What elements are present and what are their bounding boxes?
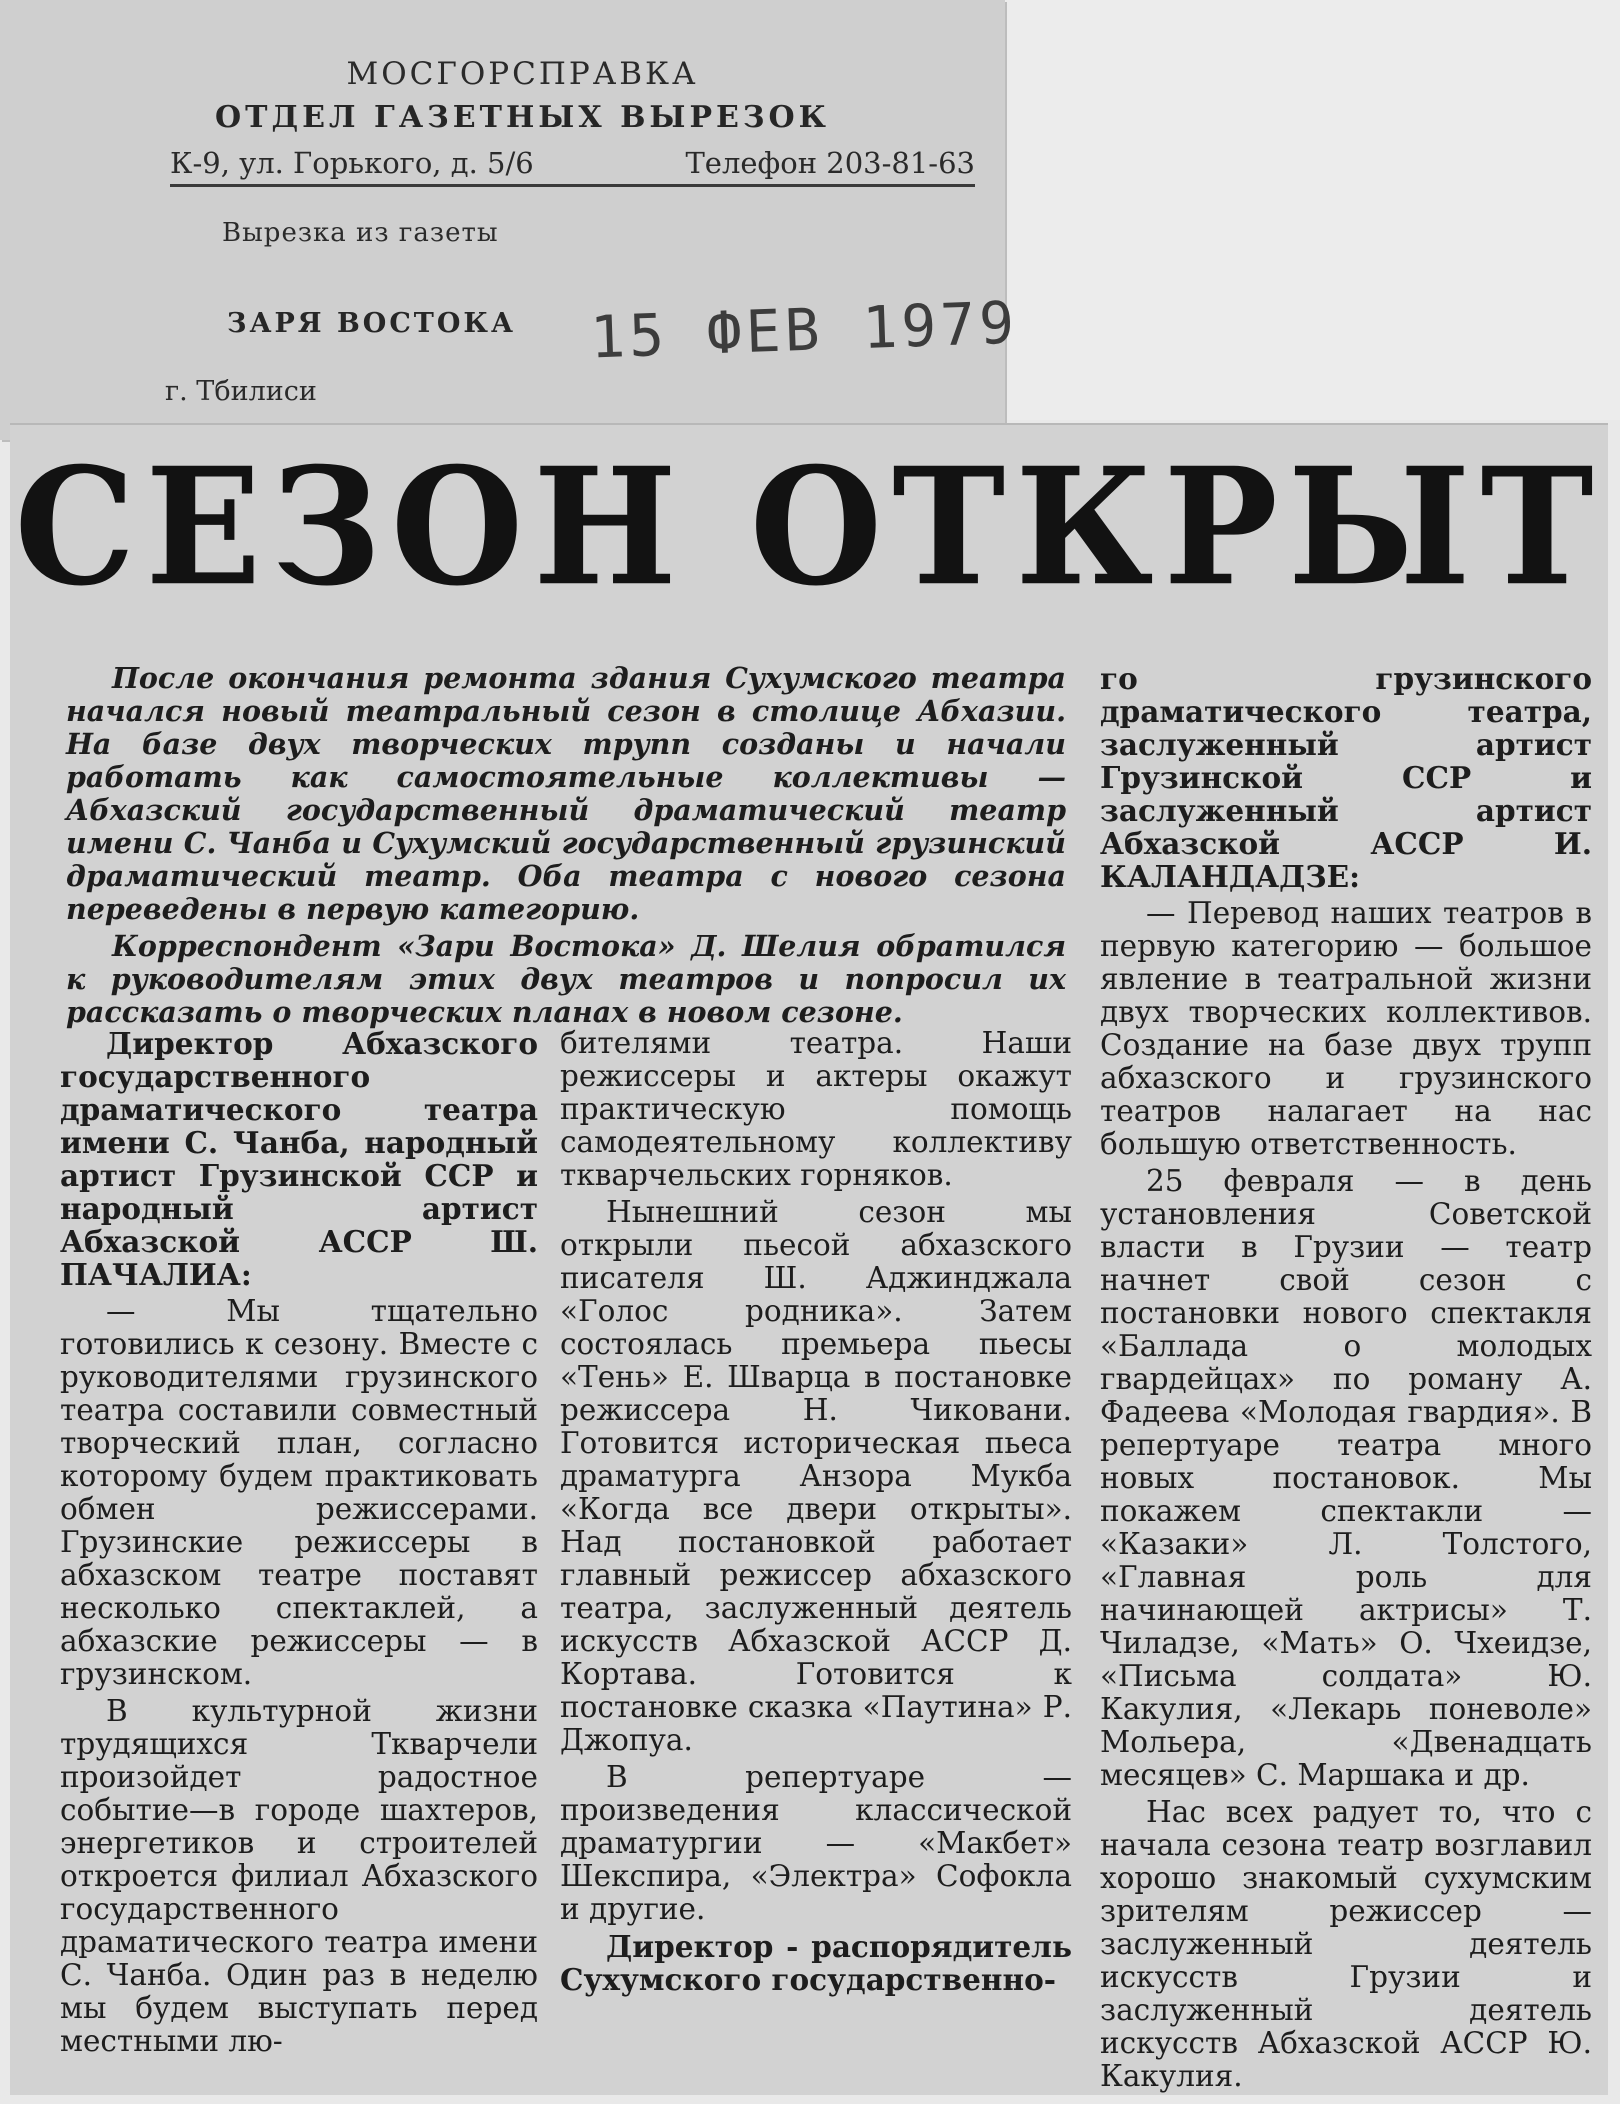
cut-from-caption: Вырезка из газеты — [222, 218, 499, 248]
address-row — [170, 146, 975, 187]
body-paragraph: 25 февраля — в день установления Советской власти в Грузии — театр начнет свой сезон с постановки нового спектакля «Баллада о молодых гвардейцах» по роману А. Фадеева «Молодая гвардия». В репертуаре театра много новых постановок. Мы покажем спектакли — «Казаки» Л. Толстого, «Главная роль для начинающей актрисы» Т. Чиладзе, «Мать» О. Чхеидзе, «Письма солдата» Ю. Какулия, «Лекарь поневоле» Мольера, «Двенадцать месяцев» С. Маршака и др. — [1100, 1164, 1592, 1792]
article-column-2 — [560, 1027, 1072, 2000]
address: К-9, ул. Горького, д. 5/6 — [170, 146, 534, 180]
interviewee-heading: Директор Абхазского государственного драматического театра имени С. Чанба, народный артист Грузинской ССР и народный артист Абхазской АССР Ш. ПАЧАЛИА: — [60, 1026, 538, 1292]
body-paragraph: В репертуаре — произведения классической драматургии — «Макбет» Шекспира, «Электра» Софокла и другие. — [560, 1760, 1072, 1926]
date-stamp: 15 ФЕВ 1979 — [588, 288, 1020, 372]
city-name: г. Тбилиси — [165, 376, 317, 407]
body-paragraph: Нас всех радует то, что с начала сезона театр возглавил хорошо знакомый сухумским зрителям режиссер — заслуженный деятель искусств Грузии и заслуженный деятель искусств Абхазской АССР Ю. Какулия. — [1100, 1795, 1592, 2093]
body-paragraph: бителями театра. Наши режиссеры и актеры окажут практическую помощь самодеятельному коллективу ткварчельских горняков. — [560, 1026, 1072, 1192]
newspaper-name: ЗАРЯ ВОСТОКА — [227, 308, 516, 339]
body-paragraph: Нынешний сезон мы открыли пьесой абхазского писателя Ш. Аджинджала «Голос родника». Затем состоялась премьера пьесы «Тень» Е. Шварца в постановке режиссера Н. Чиковани. Готовится историческая пьеса драматурга Анзора Мукба «Когда все двери открыты». Над постановкой работает главный режиссер абхазского театра, заслуженный деятель искусств Абхазской АССР Д. Кортава. Готовится к постановке сказка «Паутина» Р. Джопуа. — [560, 1195, 1072, 1757]
background-margin — [1000, 0, 1620, 420]
interviewee-heading: Директор - распорядитель Сухумского государственно- — [560, 1929, 1072, 1997]
agency-name: МОСГОРСПРАВКА — [346, 56, 699, 92]
phone-number: Телефон 203-81-63 — [685, 146, 975, 180]
department-name: ОТДЕЛ ГАЗЕТНЫХ ВЫРЕЗОК — [215, 100, 830, 135]
body-paragraph: В культурной жизни трудящихся Ткварчели произойдет радостное событие—в городе шахтеров, энергетиков и строителей откроется филиал Абхазского государственного драматического театра имени С. Чанба. Один раз в неделю мы будем выступать перед местными лю- — [60, 1694, 538, 2058]
lead-paragraph: После окончания ремонта здания Сухумского театра начался новый театральный сезон в столице Абхазии. На базе двух творческих трупп созданы и начали работать как самостоятельные коллективы — Абхазский государственный драматический театр имени С. Чанба и Сухумский государственный грузинский драматический театр. Оба театра с нового сезона переведены в первую категорию. — [66, 661, 1066, 926]
lead-paragraph: Корреспондент «Зари Востока» Д. Шелия обратился к руководителям этих двух театров и попросил их рассказать о творческих планах в новом сезоне. — [66, 929, 1066, 1029]
article-column-1 — [60, 1027, 538, 2062]
article-headline: СЕЗОН ОТКРЫТ — [14, 431, 1604, 622]
interviewee-heading: го грузинского драматического театра, заслуженный артист Грузинской ССР и заслуженный артист Абхазской АССР И. КАЛАНДАДЗЕ: — [1100, 661, 1592, 894]
body-paragraph: — Мы тщательно готовились к сезону. Вместе с руководителями грузинского театра составили совместный творческий план, согласно которому будем практиковать обмен режиссерами. Грузинские режиссеры в абхазском театре поставят несколько спектаклей, а абхазские режиссеры — в грузинском. — [60, 1294, 538, 1691]
body-paragraph: — Перевод наших театров в первую категорию — большое явление в театральной жизни двух творческих коллективов. Создание на базе двух трупп абхазского и грузинского театров налагает на нас большую ответственность. — [1100, 896, 1592, 1161]
clipping-service-label — [0, 0, 1020, 440]
newspaper-article — [10, 425, 1608, 2095]
article-lead — [66, 662, 1066, 1033]
article-column-3 — [1100, 662, 1592, 2097]
